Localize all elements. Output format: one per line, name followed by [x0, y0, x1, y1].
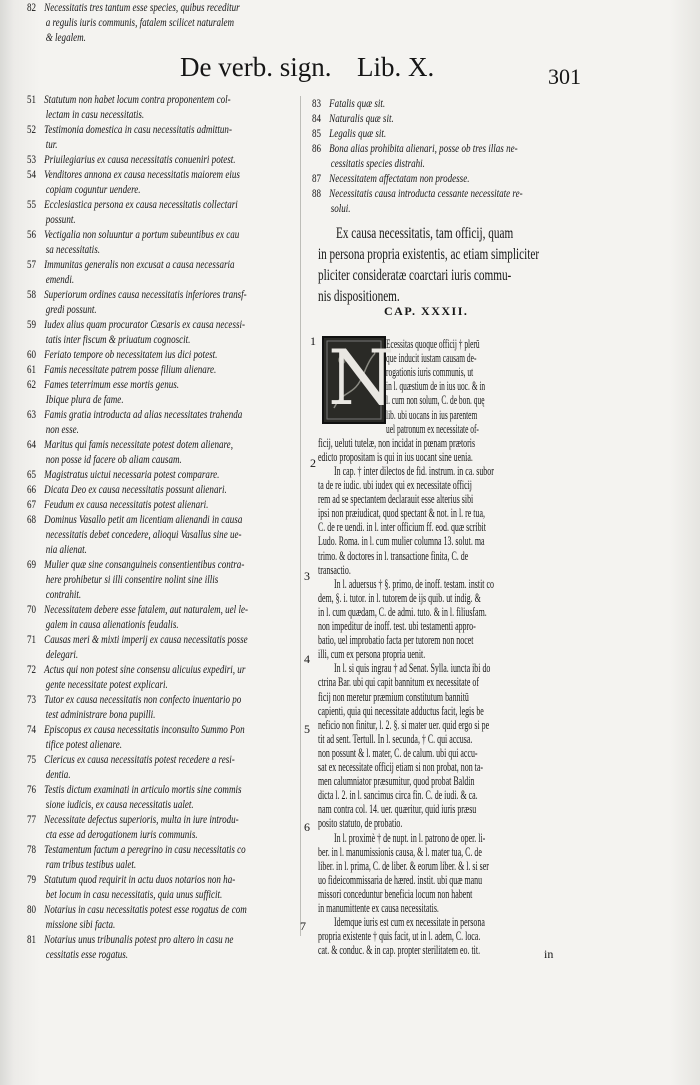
body-line: l. cum non solum, C. de bon. quę	[386, 393, 485, 408]
entry-line: missione sibi facta.	[45, 918, 116, 931]
entry-line: Feriato tempore ob necessitatem ius dici potest.	[44, 348, 218, 361]
index-entry	[27, 932, 233, 962]
margin-number: 2	[310, 456, 316, 470]
index-entry	[27, 152, 236, 167]
entry-line: Tutor ex causa necessitatis non confecto inuentario po	[44, 693, 242, 706]
margin-number: 7	[300, 919, 306, 933]
index-entry	[312, 171, 469, 186]
entry-line: Necessitatem affectatam non prodesse.	[329, 172, 470, 185]
body-line: batio, uel improbatio facta per tutorem non nocet	[318, 633, 474, 648]
entry-number: 84	[312, 112, 322, 125]
body-line: In l. proximè † de nupt. in l. patrono de oper. li-	[334, 830, 486, 845]
entry-line: Famis necessitate patrem posse filium alienare.	[44, 363, 217, 376]
entry-line: contrahit.	[45, 588, 82, 601]
body-line: capienti, quia qui necessitate adductus facit, legis be	[318, 703, 484, 718]
entry-line: sa necessitatis.	[45, 243, 100, 256]
entry-number: 54	[27, 168, 37, 181]
entry-line: Mulier quæ sine consanguineis consentientibus contra-	[44, 558, 245, 571]
entry-number: 65	[27, 468, 37, 481]
entry-number: 63	[27, 408, 37, 421]
body-line: trimo. & doctores in l. transactione finita, C. de	[318, 548, 469, 563]
entry-number: 60	[27, 348, 37, 361]
entry-line: solui.	[330, 202, 351, 215]
index-entry	[27, 317, 245, 347]
entry-number: 55	[27, 198, 37, 211]
entry-line: Necessitatis causa introducta cessante necessitate re-	[329, 187, 523, 200]
index-entry	[27, 257, 235, 287]
entry-number: 70	[27, 603, 37, 616]
entry-number: 72	[27, 663, 37, 676]
index-entry	[27, 872, 235, 902]
entry-number: 78	[27, 843, 37, 856]
entry-line: non posse id facere ob aliam causam.	[45, 453, 182, 466]
entry-number: 75	[27, 753, 37, 766]
body-line: rogationis iuris communis, ut	[386, 365, 474, 380]
entry-line: galem in causa alienationis feudalis.	[45, 618, 179, 631]
body-line: ficij, ueluti tutelæ, non incidat in pœnam prætoris	[318, 435, 476, 450]
entry-number: 58	[27, 288, 37, 301]
entry-number: 59	[27, 318, 37, 331]
body-line: uel patronum ex necessitate of-	[386, 421, 479, 436]
body-line: liber. in l. prima, C. de liber. & eorum liber. & l. si ser	[318, 858, 489, 873]
body-line: que inducit iustam causam de-	[386, 351, 477, 366]
body-line: in l. quæstium de in ius uoc. & in	[386, 379, 486, 394]
entry-line: Necessitatem debere esse fatalem, aut naturalem, uel le-	[44, 603, 249, 616]
entry-number: 61	[27, 363, 37, 376]
entry-line: gredi possunt.	[45, 303, 97, 316]
entry-number: 80	[27, 903, 37, 916]
entry-line: Statutum non habet locum contra proponentem col-	[44, 93, 231, 106]
index-entry	[27, 722, 245, 752]
entry-line: Notarius in casu necessitatis potest esse rogatus de com	[44, 903, 247, 916]
index-entry	[312, 141, 518, 171]
entry-number: 85	[312, 127, 322, 140]
body-line: edicto propositam is qui in ius uocant sine uenia.	[318, 449, 473, 464]
running-title: De verb. sign.	[180, 52, 332, 82]
index-entry	[27, 842, 246, 872]
body-line: posito statuto, de probatio.	[318, 816, 403, 831]
index-entry	[27, 512, 242, 557]
catchword: in	[544, 947, 554, 961]
index-entry	[27, 467, 219, 482]
entry-number: 88	[312, 187, 322, 200]
entry-number: 79	[27, 873, 37, 886]
summary-line: nis dispositionem.	[318, 288, 400, 305]
entry-number: 68	[27, 513, 37, 526]
entry-line: Ecclesiastica persona ex causa necessitatis collectari	[44, 198, 238, 211]
summary-line: Ex causa necessitatis, tam officij, quam	[336, 225, 514, 242]
entry-number: 73	[27, 693, 37, 706]
entry-line: dentia.	[45, 768, 71, 781]
index-entry	[27, 482, 227, 497]
body-line: lib. ubi uocans in ius parentem	[386, 407, 478, 422]
entry-line: Famis gratia introducta ad alias necessitates trahenda	[44, 408, 243, 421]
entry-line: non esse.	[45, 423, 79, 436]
decorated-initial	[322, 333, 395, 424]
entry-line: Naturalis quæ sit.	[329, 112, 394, 125]
entry-line: Clericus ex causa necessitatis potest recedere a resi-	[44, 753, 235, 766]
entry-line: Fames teterrimum esse mortis genus.	[44, 378, 180, 391]
index-entry	[27, 167, 240, 197]
entry-number: 76	[27, 783, 37, 796]
index-entry	[27, 692, 241, 722]
entry-line: bet locum in casu necessitatis, quia unus sufficit.	[45, 888, 223, 901]
page-number: 301	[548, 64, 581, 89]
index-entry	[27, 362, 216, 377]
entry-line: Vectigalia non soluuntur a portum subeuntibus ex cau	[44, 228, 240, 241]
entry-line: test administrare bona pupilli.	[45, 708, 156, 721]
body-line: ctrina Bar. ubi qui capit bannitum ex necessitate of	[318, 675, 479, 690]
entry-line: Testamentum factum a peregrino in casu necessitatis co	[44, 843, 246, 856]
summary-line: in persona propria existentis, ac etiam simpliciter	[318, 246, 540, 263]
index-entry	[27, 557, 244, 602]
body-line: sat ex necessitate officij etiam si non probat, non ta-	[318, 760, 484, 774]
entry-number: 77	[27, 813, 37, 826]
index-entry	[312, 126, 386, 141]
body-line: missori conceduntur beneficia locum non habent	[318, 886, 473, 901]
index-entry	[27, 437, 233, 467]
body-line: nam contra col. 14. uer. quæritur, quid iuris præsu	[318, 802, 477, 817]
body-line: men calumniator præsumitur, quod probat Baldin	[318, 774, 475, 789]
index-entry	[312, 111, 394, 126]
body-line: ipsi non præiudicat, quod spectant & not. in l. re tua,	[318, 506, 485, 521]
entry-line: Statutum quod requirit in actu duos notarios non ha-	[44, 873, 236, 886]
body-line: In l. aduersus † §. primo, de inoff. testam. instit co	[334, 576, 494, 591]
entry-number: 64	[27, 438, 37, 451]
entry-line: cessitatis species distrahi.	[330, 157, 425, 170]
margin-number: 6	[304, 820, 310, 834]
body-line: dem, §. i. tutor. in l. tutorem de ijs quib. ut indig. &	[318, 590, 481, 605]
entry-line: emendi.	[45, 273, 75, 286]
entry-line: cessitatis esse rogatus.	[45, 948, 129, 961]
entry-line: Testis dictum examinati in articulo mortis sine commis	[44, 783, 242, 796]
entry-line: Actus qui non potest sine consensu alicuius expediri, ur	[44, 663, 246, 676]
entry-line: possunt.	[45, 213, 76, 226]
summary-line: pliciter consideratæ coarctari iuris commu-	[318, 267, 512, 284]
entry-line: Bona alias prohibita alienari, posse ob tres illas ne-	[329, 142, 518, 155]
index-entry	[27, 377, 179, 407]
body-line: neficio non finitur, l. 2. §. si mater uer. quid ergo si pe	[318, 717, 490, 732]
index-entry	[27, 902, 247, 932]
entry-line: here prohibetur si illi consentire nolint sine illis	[45, 573, 219, 586]
book-label: Lib. X.	[357, 52, 435, 82]
index-entry	[27, 752, 235, 782]
body-line: ficij non meretur præmium constitutum bannitū	[318, 689, 469, 704]
entry-line: Maritus qui famis necessitate potest dotem alienare,	[44, 438, 233, 451]
body-line: dicta l. 2. in l. sancimus circa fin. C. de iudi. & ca.	[318, 788, 478, 803]
entry-line: Ibique plura de fame.	[45, 393, 124, 406]
entry-number: 86	[312, 142, 322, 155]
entry-line: Priuilegiarius ex causa necessitatis conueniri potest.	[44, 153, 236, 166]
entry-number: 57	[27, 258, 37, 271]
body-line: uo fideicommissaria de hæred. instit. ubi quæ manu	[318, 872, 483, 887]
margin-number: 1	[310, 334, 316, 348]
index-entry	[312, 186, 523, 216]
entry-line: Episcopus ex causa necessitatis inconsulto Summo Pon	[44, 723, 245, 736]
entry-number: 83	[312, 97, 322, 110]
index-entry	[312, 96, 385, 111]
index-entry	[27, 0, 240, 45]
entry-number: 67	[27, 498, 37, 511]
entry-line: lectam in casu necessitatis.	[45, 108, 145, 121]
body-line: non impeditur de inoff. test. ubi testamenti appro-	[318, 619, 476, 633]
margin-number: 3	[304, 569, 310, 583]
body-line: In cap. † inter dilectos de fid. instrum. in ca. subor	[334, 463, 494, 478]
body-line: in manumittente ex causa necessitatis.	[318, 901, 439, 915]
column-divider	[300, 96, 301, 936]
body-line: ta de re iudic. ubi iudex qui ex necessitate officij	[318, 478, 472, 492]
entry-line: Superiorum ordines causa necessitatis inferiores transf-	[44, 288, 247, 301]
index-entry	[27, 227, 239, 257]
initial-letter: N	[328, 333, 395, 422]
body-line: transactio.	[318, 562, 351, 577]
index-entry	[27, 122, 232, 152]
entry-number: 81	[27, 933, 37, 946]
entry-number: 52	[27, 123, 37, 136]
entry-number: 62	[27, 378, 37, 391]
entry-line: Necessitate defectus superioris, multa in iure introdu-	[44, 813, 239, 826]
entry-line: Notarius unus tribunalis potest pro altero in casu ne	[44, 933, 234, 946]
index-entry	[27, 197, 238, 227]
entry-number: 74	[27, 723, 37, 736]
index-entry	[27, 662, 245, 692]
body-line: ber. in l. manumissionis causa, & l. mater tua, C. de	[318, 844, 482, 859]
entry-line: Causas meri & mixti imperij ex causa necessitatis posse	[44, 633, 248, 646]
body-line: Ecessitas quoque officij † plerū	[386, 337, 480, 351]
index-entry	[27, 782, 242, 812]
entry-line: a regulis iuris communis, fatalem scilicet naturalem	[45, 16, 235, 29]
entry-number: 56	[27, 228, 37, 241]
body-line: C. de re uendi. in l. inter officium ff. eod. quæ scribit	[318, 520, 486, 535]
entry-line: tatis inter fiscum & priuatum cognoscit.	[45, 333, 191, 346]
entry-line: Magistratus uictui necessaria potest comparare.	[44, 468, 220, 481]
entry-line: delegari.	[45, 648, 79, 661]
entry-line: sione iudicis, ex causa necessitatis ualet.	[45, 798, 194, 811]
body-line: in l. cum quædam, C. de admi. tuto. & in l. filiusfam.	[318, 604, 487, 619]
entry-line: & legalem.	[45, 31, 86, 44]
body-line: In l. si quis ingrau † ad Senat. Sylla. iuncta ibi do	[334, 661, 491, 676]
entry-number: 66	[27, 483, 37, 496]
entry-line: Testimonia domestica in casu necessitatis admittun-	[44, 123, 232, 136]
body-line: rem ad se spectantem declarauit esse alterius sibi	[318, 492, 474, 507]
entry-number: 87	[312, 172, 322, 185]
entry-line: Dicata Deo ex causa necessitatis possunt alienari.	[44, 483, 227, 496]
margin-number: 5	[304, 722, 310, 736]
body-line: cat. & conduc. & in cap. propter sterilitatem eo. tit.	[318, 943, 481, 958]
index-entry	[27, 632, 248, 662]
body-line: illi, cum ex persona propria uenit.	[318, 647, 426, 662]
index-entry	[27, 497, 208, 512]
body-line: Idemque iuris est cum ex necessitate in persona	[334, 915, 485, 930]
index-entry	[27, 407, 242, 437]
body-line: propria existente † quis facit, ut in l. adem, C. loca.	[318, 929, 481, 944]
entry-line: copiam coguntur uendere.	[45, 183, 141, 196]
entry-line: tur.	[45, 138, 58, 151]
index-entry	[27, 287, 247, 317]
entry-line: Dominus Vasallo petit am licentiam alienandi in causa	[44, 513, 243, 526]
entry-line: nia alienat.	[45, 543, 87, 556]
entry-line: Legalis quæ sit.	[329, 127, 387, 140]
entry-number: 82	[27, 1, 37, 14]
entry-line: Venditores annona ex causa necessitatis maiorem eius	[44, 168, 240, 181]
entry-line: cta esse ad derogationem iuris communis.	[45, 828, 198, 841]
entry-number: 71	[27, 633, 37, 646]
index-entry	[27, 92, 231, 122]
entry-line: gente necessitate potest explicari.	[45, 678, 168, 691]
entry-number: 51	[27, 93, 37, 106]
entry-number: 53	[27, 153, 37, 166]
entry-line: Feudum ex causa necessitatis potest alienari.	[44, 498, 209, 511]
entry-line: Necessitatis tres tantum esse species, quibus receditur	[44, 1, 240, 14]
chapter-title: CAP. XXXII.	[384, 304, 469, 318]
index-entry	[27, 347, 217, 362]
index-entry	[27, 812, 239, 842]
entry-line: ram tribus testibus ualet.	[45, 858, 137, 871]
body-line: Ludo. Roma. in l. cum mulier columna 13. solut. ma	[318, 534, 485, 549]
entry-line: necessitatis debet concedere, alioqui Vasallus sine ue-	[45, 528, 242, 541]
entry-line: Immunitas generalis non excusat a causa necessaria	[44, 258, 235, 271]
body-line: non possunt & l. mater, C. de calum. ubi qui accu-	[318, 745, 478, 760]
entry-line: tifice potest alienare.	[45, 738, 122, 751]
margin-number: 4	[304, 652, 310, 666]
entry-line: Iudex alius quam procurator Cæsaris ex causa necessi-	[44, 318, 246, 331]
body-line: tit ad sent. Tertull. In l. secunda, † C. qui accusa.	[318, 731, 473, 746]
index-entry	[27, 602, 248, 632]
entry-number: 69	[27, 558, 37, 571]
entry-line: Fatalis quæ sit.	[329, 97, 386, 110]
